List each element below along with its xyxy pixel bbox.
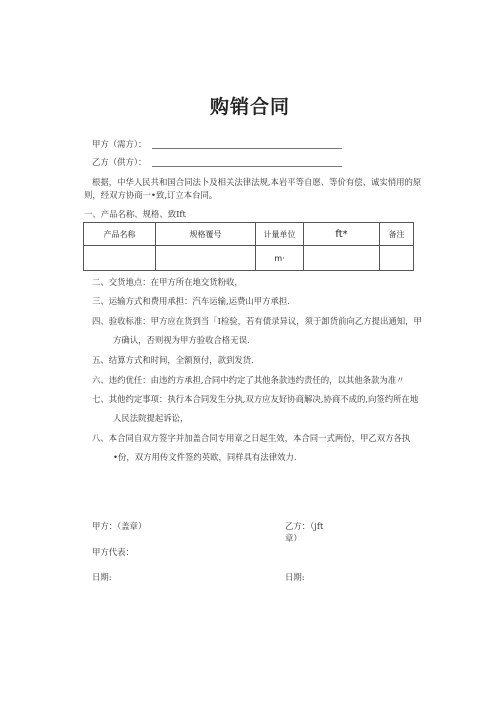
party-b-seal-line1: 乙方：（jft xyxy=(285,521,324,531)
clause-7-line1: 七、其他约定事项：执行本合同发生分执,双方应友好协商解决,协商不成的,向签约所在地 xyxy=(92,394,419,404)
cell-product-name xyxy=(84,246,156,271)
party-b-seal-line2: 章） xyxy=(285,533,302,543)
clause-7-line2: 人民法院提起诉讼， xyxy=(113,413,189,423)
cell-spec-model xyxy=(156,246,256,271)
cell-quantity xyxy=(304,246,380,271)
header-product-name: 产品名称 xyxy=(84,223,156,246)
cell-unit: m· xyxy=(256,246,304,271)
header-unit: 计量单位 xyxy=(256,223,304,246)
party-a-fill-line xyxy=(152,148,342,149)
product-table-header-row xyxy=(84,223,414,246)
header-remarks: 备注 xyxy=(380,223,414,246)
party-a-date: 日期: xyxy=(92,572,112,582)
clause-8-line1: 八、本合同自双方签字并加盖合同专用章之日起生效，本合同一式两份，甲乙双方各执 xyxy=(92,433,411,443)
header-quantity: ft* xyxy=(304,223,380,246)
party-a-representative: 甲方代表： xyxy=(92,547,134,557)
clause-8-line2: •份，双方用传文件签约英欧，同样具有法律效力. xyxy=(113,452,297,462)
party-a-label: 甲方（需方）： xyxy=(92,139,147,149)
clause-4-line1: 四、验收标准：甲方应在货到当「I检验，若有债录异议，须于卸货前向乙方提出通知，甲 xyxy=(92,316,422,326)
party-a-seal: 甲方：（盖章） xyxy=(92,521,147,531)
product-table-row xyxy=(84,246,414,271)
document-title: 购销合同 xyxy=(209,96,290,118)
party-b-label: 乙方（供方）： xyxy=(92,157,147,167)
header-spec-model: 规格覆号 xyxy=(156,223,256,246)
clause-2: 二、交货地点：在甲方所在地交货粉收， xyxy=(92,277,243,287)
section1-heading: 一、产品名称、规格、致Ift xyxy=(84,209,186,219)
intro-text-line2: 则，经双方协商一•致,订立本台同。 xyxy=(84,190,218,200)
clause-3: 三、运输方式和费用承担：汽车运输,运费山甲方承担. xyxy=(92,296,290,306)
clause-6: 六、违约优任：由违约方承担,合同中约定了其他条款违约责任的，以其他条款为准〃 xyxy=(92,375,405,385)
clause-4-line2: 方确认，否则视为甲方验收合格无误. xyxy=(113,335,250,345)
party-b-date: 日期: xyxy=(285,572,305,582)
product-table xyxy=(83,222,414,271)
cell-remarks xyxy=(380,246,414,271)
intro-text-line1: 根据，中华人民共和国合同法卜及相关法律法规,本岩平等自愿、等价有偿、诚实悄用的原 xyxy=(92,177,422,187)
party-b-fill-line xyxy=(152,166,342,167)
clause-5: 五、结算方式和时间，全额预付，款到发货. xyxy=(92,355,254,365)
